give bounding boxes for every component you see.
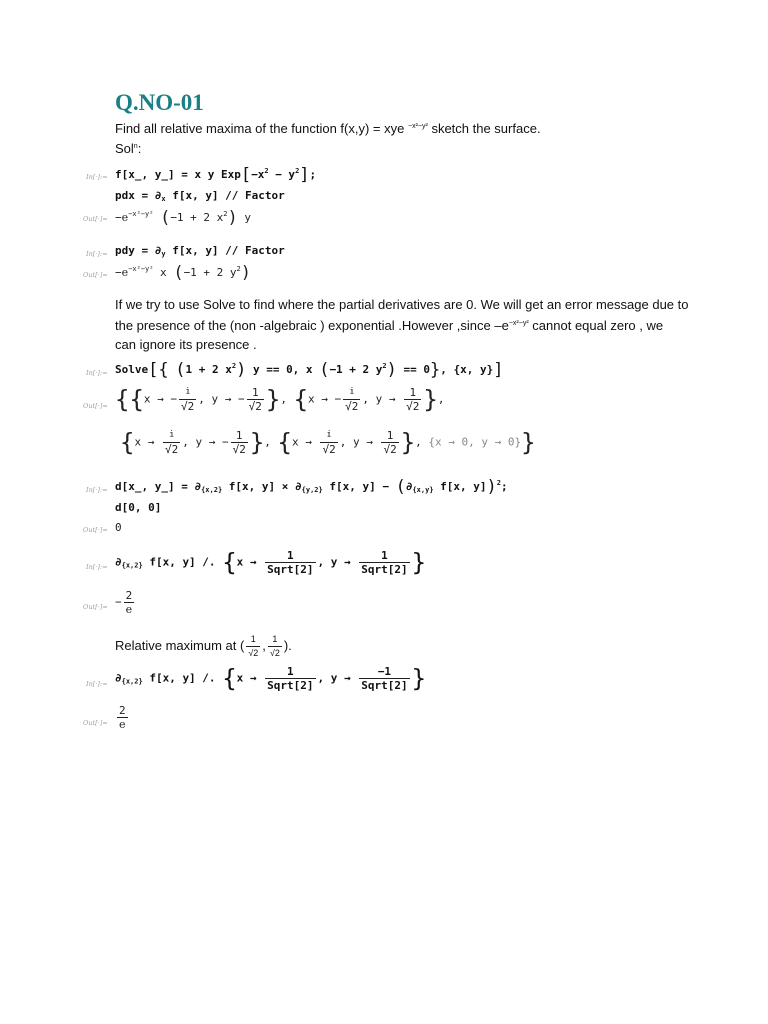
page-title: Q.NO-01 [115, 90, 204, 115]
paragraph-line-1: If we try to use Solve to find where the partial derivatives are 0. We will get an error message due to [115, 297, 689, 312]
output-cell-1: $-e^{-x^2-y^2}$ (−1 + 2 $x^2$) y [115, 208, 252, 228]
output-cell-3-line2: {x → $\frac{\text{𝕚}}{√2}$ , y → − $\frac{1}{√2}$ }, {x → $\frac{\text{𝕚}}{√2}$ , y → $\frac{1}{√2}$ }, {x → 0, y → 0}} [120, 428, 536, 457]
problem-suffix: sketch the surface. [427, 121, 541, 136]
problem-exponent: −x²−y² [407, 123, 428, 130]
input-cell-4[interactable]: d[x_, y_] = $\partial_{\{x,2\}}$ f[x, $y] \times \partial_{\{y,2\}}$ f[x, $y] - (\partial_{\{x,y\}}$ f[x, y])$^2$; [115, 477, 508, 497]
input-label: In[·]:= [86, 680, 108, 688]
input-label: In[·]:= [86, 369, 108, 377]
problem-statement [115, 121, 541, 136]
output-cell-3-line1: {{x → − $\frac{\text{𝕚}}{√2}$ , y → − $\frac{1}{√2}$ }, {x → − $\frac{\text{𝕚}}{√2}$ , y → $\frac{1}{√2}$ }, [115, 385, 445, 414]
output-label: Out[·]= [83, 215, 108, 223]
input-cell-3[interactable]: Solve[{ (1 + 2 $x^2$) y == 0, x (−1 + 2 $y^2) == 0$}, {x, y}] [115, 360, 504, 380]
problem-text: Find all relative maxima of the function f(x,y) = xye [115, 121, 408, 136]
output-cell-5: − $\frac{2}{e}$ [115, 589, 133, 616]
output-cell-4: 0 [115, 521, 122, 534]
input-label: In[·]:= [86, 563, 108, 571]
relmax-prefix: Relative maximum at ( [115, 637, 245, 653]
paragraph-line-2-suffix: cannot equal zero , we [528, 318, 664, 333]
sol-sup: n [133, 143, 138, 150]
input-cell-1-line2[interactable]: pdx = $\partial_x$ f[x, y] // Factor [115, 189, 285, 203]
input-cell-1[interactable]: f[x_, y_] = x y $Exp[-x^2 - y^2]$; [115, 165, 317, 185]
input-label: In[·]:= [86, 250, 108, 258]
input-label: In[·]:= [86, 173, 108, 181]
solution-heading [115, 141, 141, 156]
output-cell-2: $-e^{-x^2-y^2}$ x (−1 + 2 $y^2$) [115, 263, 252, 283]
input-cell-4-line2[interactable]: d[0, 0] [115, 501, 162, 514]
output-cell-6: $\frac{2}{e}$ [119, 704, 126, 731]
input-cell-6[interactable]: $\partial_{\{x,2\}}$ f[x, y] /. {x → $\frac{1}{\text{Sqrt[2]}}$ , y → $\frac{-1}{\text{Sqrt[2]}}$ } [115, 664, 427, 693]
output-label: Out[·]= [83, 603, 108, 611]
paragraph-line-2-prefix: the presence of the (non -algebraic ) exponential .However ,since –e [115, 318, 509, 333]
sol-colon: : [137, 141, 142, 156]
input-cell-2[interactable]: pdy = $\partial_y$ f[x, y] // Factor [115, 244, 285, 258]
paragraph-line-2 [115, 318, 663, 333]
relmax-suffix: ). [283, 637, 292, 653]
output-label: Out[·]= [83, 526, 108, 534]
sol-label: Sol [115, 141, 134, 156]
output-label: Out[·]= [83, 719, 108, 727]
relative-maximum-text: Relative maximum at ( $\frac{1}{√2}$ , $\frac{1}{√2}$ ). [115, 634, 292, 658]
paragraph-line-3: can ignore its presence . [115, 337, 257, 352]
output-label: Out[·]= [83, 402, 108, 410]
input-label: In[·]:= [86, 486, 108, 494]
input-cell-5[interactable]: $\partial_{\{x,2\}}$ f[x, y] /. {x → $\frac{1}{\text{Sqrt[2]}}$ , y → $\frac{1}{\text{Sqrt[2]}}$ } [115, 548, 427, 577]
output-label: Out[·]= [83, 271, 108, 279]
paragraph-line-2-exp: −x²−y² [508, 320, 529, 327]
